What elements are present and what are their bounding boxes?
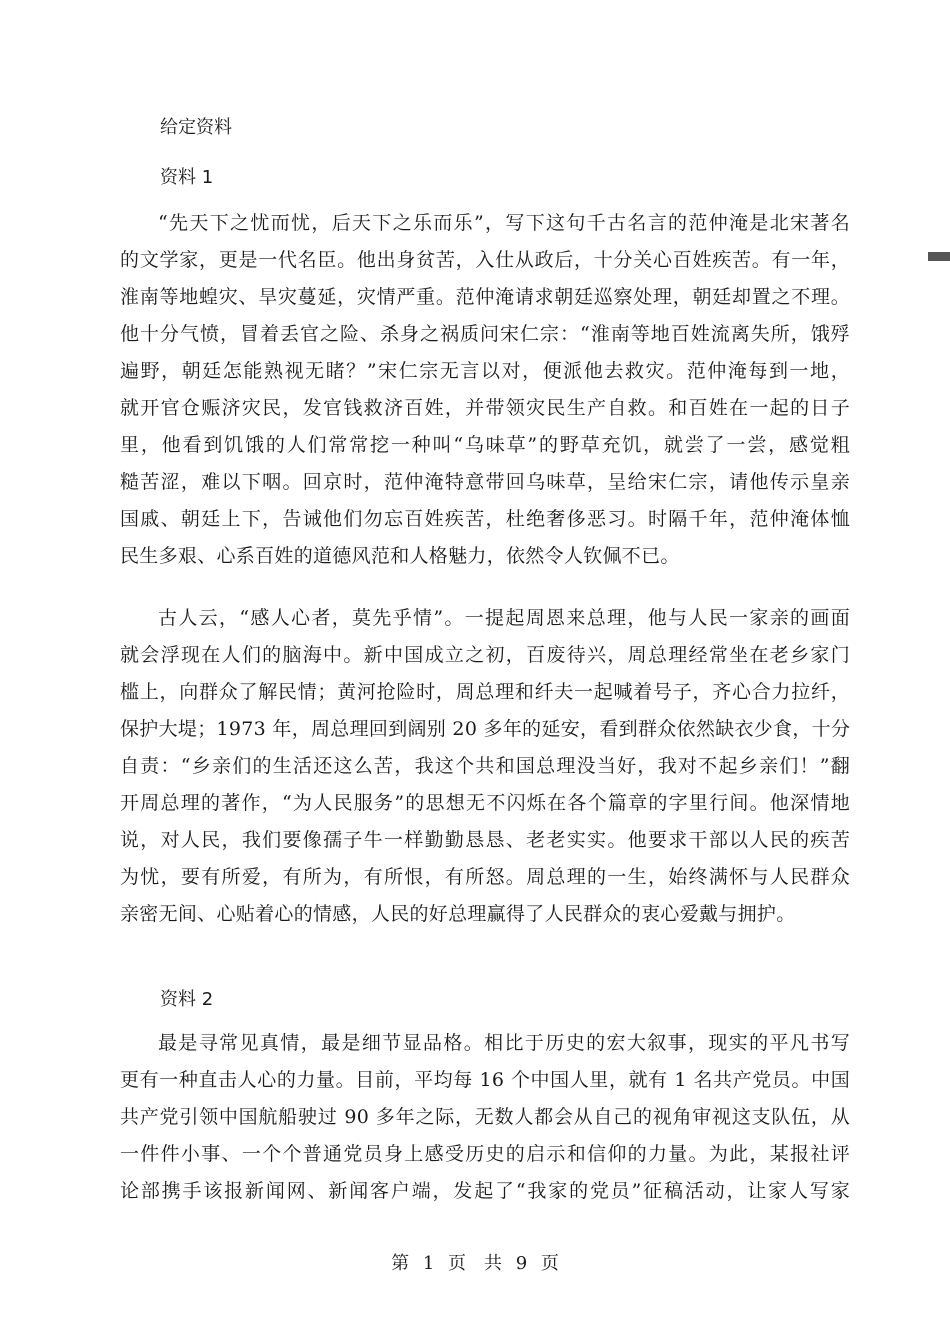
text-line: 自责：“乡亲们的生活还这么苦，我这个共和国总理没当好，我对不起乡亲们！”翻 [120, 755, 850, 777]
text-line: 古人云，“感人心者，莫先乎情”。一提起周恩来总理，他与人民一家亲的画面 [158, 607, 850, 629]
text-line: 说，对人民，我们要像孺子牛一样勤勤恳恳、老老实实。他要求干部以人民的疾苦 [120, 829, 850, 851]
material-heading: 给定资料 [160, 117, 232, 138]
section-1-label: 资料 1 [160, 167, 214, 188]
text-line: 槛上，向群众了解民情；黄河抢险时，周总理和纤夫一起喊着号子，齐心合力拉纤， [120, 681, 850, 703]
text-line: 一件件小事、一个个普通党员身上感受历史的启示和信仰的力量。为此，某报社评 [120, 1143, 850, 1165]
text-line: 民生多艰、心系百姓的道德风范和人格魅力，依然令人钦佩不已。 [120, 545, 680, 567]
text-line: 共产党引领中国航船驶过 90 多年之际，无数人都会从自己的视角审视这支队伍，从 [120, 1106, 850, 1128]
text-line: 亲密无间、心贴着心的情感，人民的好总理赢得了人民群众的衷心爱戴与拥护。 [120, 903, 796, 925]
section-2-label: 资料 2 [160, 989, 214, 1010]
text-line: 最是寻常见真情，最是细节显品格。相比于历史的宏大叙事，现实的平凡书写 [158, 1032, 850, 1054]
text-line: 遍野，朝廷怎能熟视无睹？”宋仁宗无言以对，便派他去救灾。范仲淹每到一地， [120, 360, 850, 382]
section-2-paragraph-1 [120, 1025, 850, 1210]
text-line: 淮南等地蝗灾、旱灾蔓延，灾情严重。范仲淹请求朝廷巡察处理，朝廷却置之不理。 [120, 286, 850, 308]
text-line: 保护大堤；1973 年，周总理回到阔别 20 多年的延安，看到群众依然缺衣少食，十分 [120, 718, 851, 740]
text-line: 的文学家，更是一代名臣。他出身贫苦，入仕从政后，十分关心百姓疾苦。有一年， [120, 249, 850, 271]
text-line: 论部携手该报新闻网、新闻客户端，发起了“我家的党员”征稿活动，让家人写家 [120, 1180, 850, 1202]
text-line: 开周总理的著作，“为人民服务”的思想无不闪烁在各个篇章的字里行间。他深情地 [120, 792, 850, 814]
section-1-paragraph-1 [120, 205, 850, 575]
text-line: 为忧，要有所爱，有所为，有所恨，有所怒。周总理的一生，始终满怀与人民群众 [120, 866, 850, 888]
text-line: 糙苦涩，难以下咽。回京时，范仲淹特意带回乌味草，呈给宋仁宗，请他传示皇亲 [120, 471, 850, 493]
text-line: 就会浮现在人们的脑海中。新中国成立之初，百废待兴，周总理经常坐在老乡家门 [120, 644, 850, 666]
text-line: 国戚、朝廷上下，告诫他们勿忘百姓疾苦，杜绝奢侈恶习。时隔千年，范仲淹体恤 [120, 508, 850, 530]
text-line: 他十分气愤，冒着丢官之险、杀身之祸质问宋仁宗：“淮南等地百姓流离失所，饿殍 [120, 323, 850, 345]
section-1-paragraph-2 [120, 600, 850, 933]
text-line: 就开官仓赈济灾民，发官钱救济百姓，并带领灾民生产自救。和百姓在一起的日子 [120, 397, 850, 419]
page-number-footer: 第 1 页 共 9 页 [391, 1253, 559, 1274]
text-line: “先天下之忧而忧，后天下之乐而乐”，写下这句千古名言的范仲淹是北宋著名 [158, 212, 850, 234]
text-line: 里，他看到饥饿的人们常常挖一种叫“乌味草”的野草充饥，就尝了一尝，感觉粗 [120, 434, 850, 456]
page-edge-marker [928, 252, 950, 261]
text-line: 更有一种直击人心的力量。目前，平均每 16 个中国人里，就有 1 名共产党员。中国 [120, 1069, 850, 1091]
